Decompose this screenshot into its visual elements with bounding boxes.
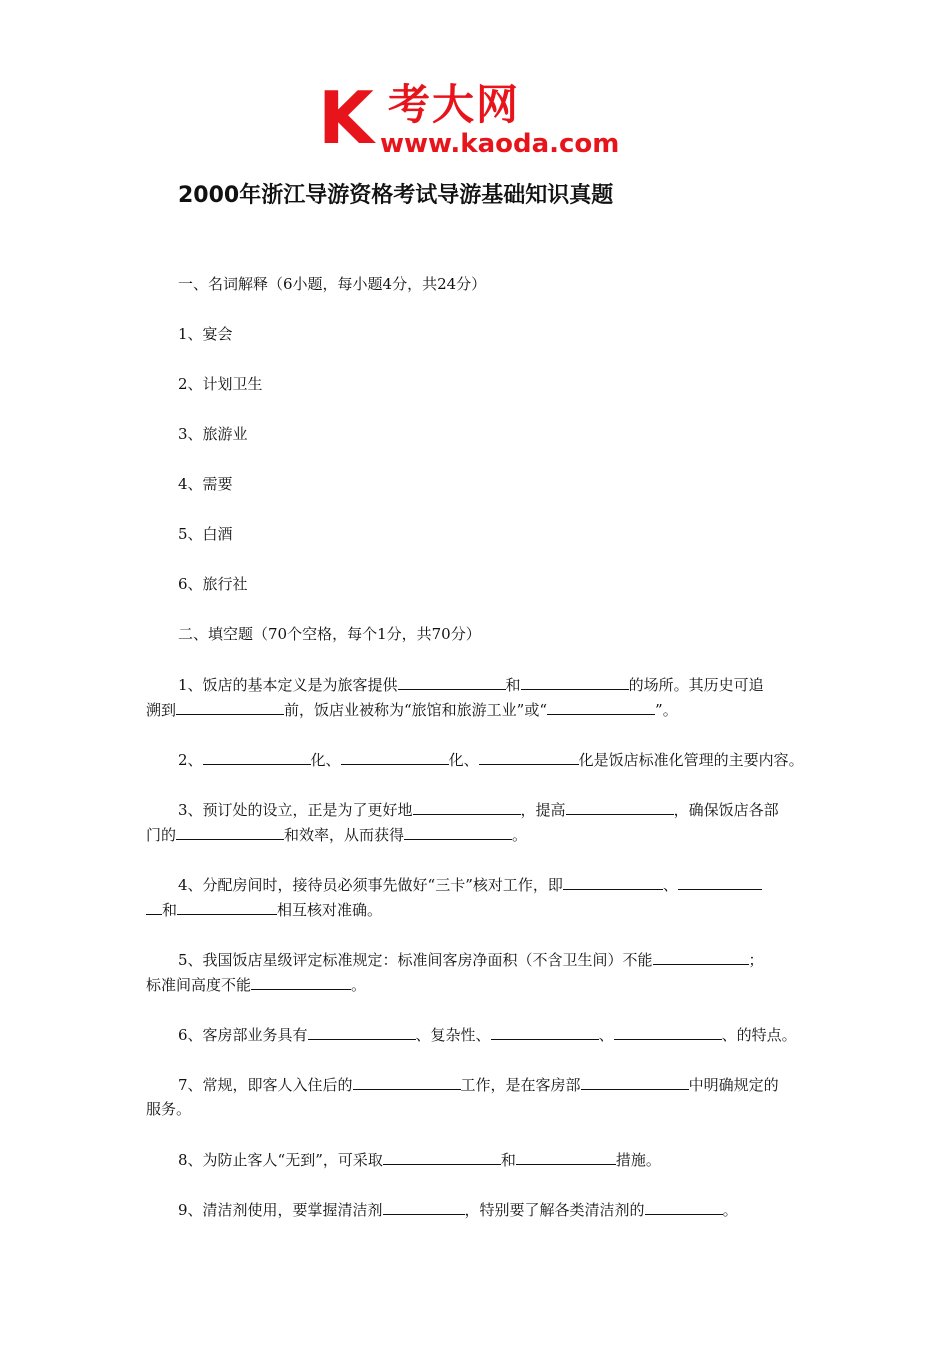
fill-question-7 <box>178 1072 779 1098</box>
question-text: 和 <box>500 1151 516 1169</box>
question-text: 8、为防止客人“无到”，可采取 <box>178 1151 383 1169</box>
answer-blank <box>353 1072 461 1090</box>
question-text: 中明确规定的 <box>688 1076 779 1094</box>
answer-blank <box>383 1147 501 1165</box>
answer-blank <box>563 872 663 890</box>
term-item: 5、白酒 <box>178 525 233 543</box>
question-text: 5、我国饭店星级评定标准规定：标准间客房净面积（不含卫生间）不能 <box>178 951 653 969</box>
question-text: 化、 <box>310 751 341 769</box>
fill-question-9 <box>178 1197 738 1223</box>
question-text: 化是饭店标准化管理的主要内容。 <box>578 751 804 769</box>
answer-blank <box>516 1147 616 1165</box>
term-item: 6、旅行社 <box>178 575 248 593</box>
term-item: 1、宴会 <box>178 325 233 343</box>
answer-blank <box>176 822 284 840</box>
question-text: 和效率，从而获得 <box>284 826 405 844</box>
answer-blank <box>491 1022 599 1040</box>
term-item: 2、计划卫生 <box>178 375 263 393</box>
question-text: 标准间高度不能 <box>146 976 252 994</box>
question-text: ，提高 <box>520 801 566 819</box>
question-text: 措施。 <box>615 1151 661 1169</box>
fill-question-3-cont <box>146 822 527 848</box>
answer-blank <box>653 947 749 965</box>
question-text: 前，饭店业被称为“旅馆和旅游工业”或“ <box>284 701 548 719</box>
fill-question-4 <box>178 872 762 898</box>
question-text: 溯到 <box>146 701 177 719</box>
question-text: 3、预订处的设立，正是为了更好地 <box>178 801 413 819</box>
fill-question-8 <box>178 1147 661 1173</box>
answer-blank <box>479 747 579 765</box>
question-text: 的场所。其历史可追 <box>628 676 764 694</box>
logo-k-mark: K <box>318 76 374 160</box>
fill-question-1-cont <box>146 697 678 723</box>
question-text: 9、清洁剂使用，要掌握清洁剂 <box>178 1201 383 1219</box>
question-text: 相互核对准确。 <box>277 901 383 919</box>
section2-heading: 二、填空题（70个空格，每个1分，共70分） <box>178 625 481 643</box>
answer-blank <box>413 797 521 815</box>
answer-blank <box>678 872 762 890</box>
question-text: ，特别要了解各类清洁剂的 <box>464 1201 645 1219</box>
question-text: ，确保饭店各部 <box>673 801 779 819</box>
answer-blank <box>566 797 674 815</box>
fill-question-1 <box>178 672 764 698</box>
question-text: 、复杂性、 <box>415 1026 491 1044</box>
logo-chinese-name: 考大网 <box>388 80 521 129</box>
answer-blank <box>251 972 351 990</box>
question-text: 和 <box>162 901 178 919</box>
term-item: 4、需要 <box>178 475 233 493</box>
answer-blank <box>176 697 284 715</box>
question-text: 化、 <box>448 751 479 769</box>
question-text: ； <box>748 951 764 969</box>
answer-blank <box>146 897 162 915</box>
answer-blank <box>521 672 629 690</box>
answer-blank <box>645 1197 723 1215</box>
fill-question-5 <box>178 947 764 973</box>
answer-blank <box>383 1197 465 1215</box>
logo-url: www.kaoda.com <box>380 129 620 159</box>
term-item: 3、旅游业 <box>178 425 248 443</box>
question-text: 、的特点。 <box>721 1026 797 1044</box>
question-text: 和 <box>505 676 521 694</box>
question-text: 6、客房部业务具有 <box>178 1026 308 1044</box>
answer-blank <box>398 672 506 690</box>
answer-blank <box>341 747 449 765</box>
fill-question-7-cont: 服务。 <box>146 1100 192 1118</box>
answer-blank <box>581 1072 689 1090</box>
answer-blank <box>404 822 512 840</box>
question-text: ”。 <box>655 701 678 719</box>
question-text: 。 <box>512 826 528 844</box>
fill-question-5-cont <box>146 972 366 998</box>
answer-blank <box>308 1022 416 1040</box>
section1-heading: 一、名词解释（6小题，每小题4分，共24分） <box>178 275 487 293</box>
answer-blank <box>177 897 277 915</box>
question-text: 1、饭店的基本定义是为旅客提供 <box>178 676 398 694</box>
answer-blank <box>614 1022 722 1040</box>
question-text: 7、常规，即客人入住后的 <box>178 1076 353 1094</box>
fill-question-6 <box>178 1022 797 1048</box>
question-text: 。 <box>351 976 367 994</box>
fill-question-4-cont <box>146 897 382 923</box>
kaoda-logo <box>318 76 640 160</box>
question-text: 门的 <box>146 826 177 844</box>
question-text: 、 <box>598 1026 614 1044</box>
page-title: 2000年浙江导游资格考试导游基础知识真题 <box>178 183 614 208</box>
question-text: 工作，是在客房部 <box>460 1076 581 1094</box>
question-text: 2、 <box>178 751 203 769</box>
fill-question-3 <box>178 797 779 823</box>
question-text: 、 <box>662 876 678 894</box>
question-text: 4、分配房间时，接待员必须事先做好“三卡”核对工作，即 <box>178 876 563 894</box>
question-text: 。 <box>722 1201 738 1219</box>
answer-blank <box>203 747 311 765</box>
fill-question-2 <box>178 747 804 773</box>
answer-blank <box>547 697 655 715</box>
